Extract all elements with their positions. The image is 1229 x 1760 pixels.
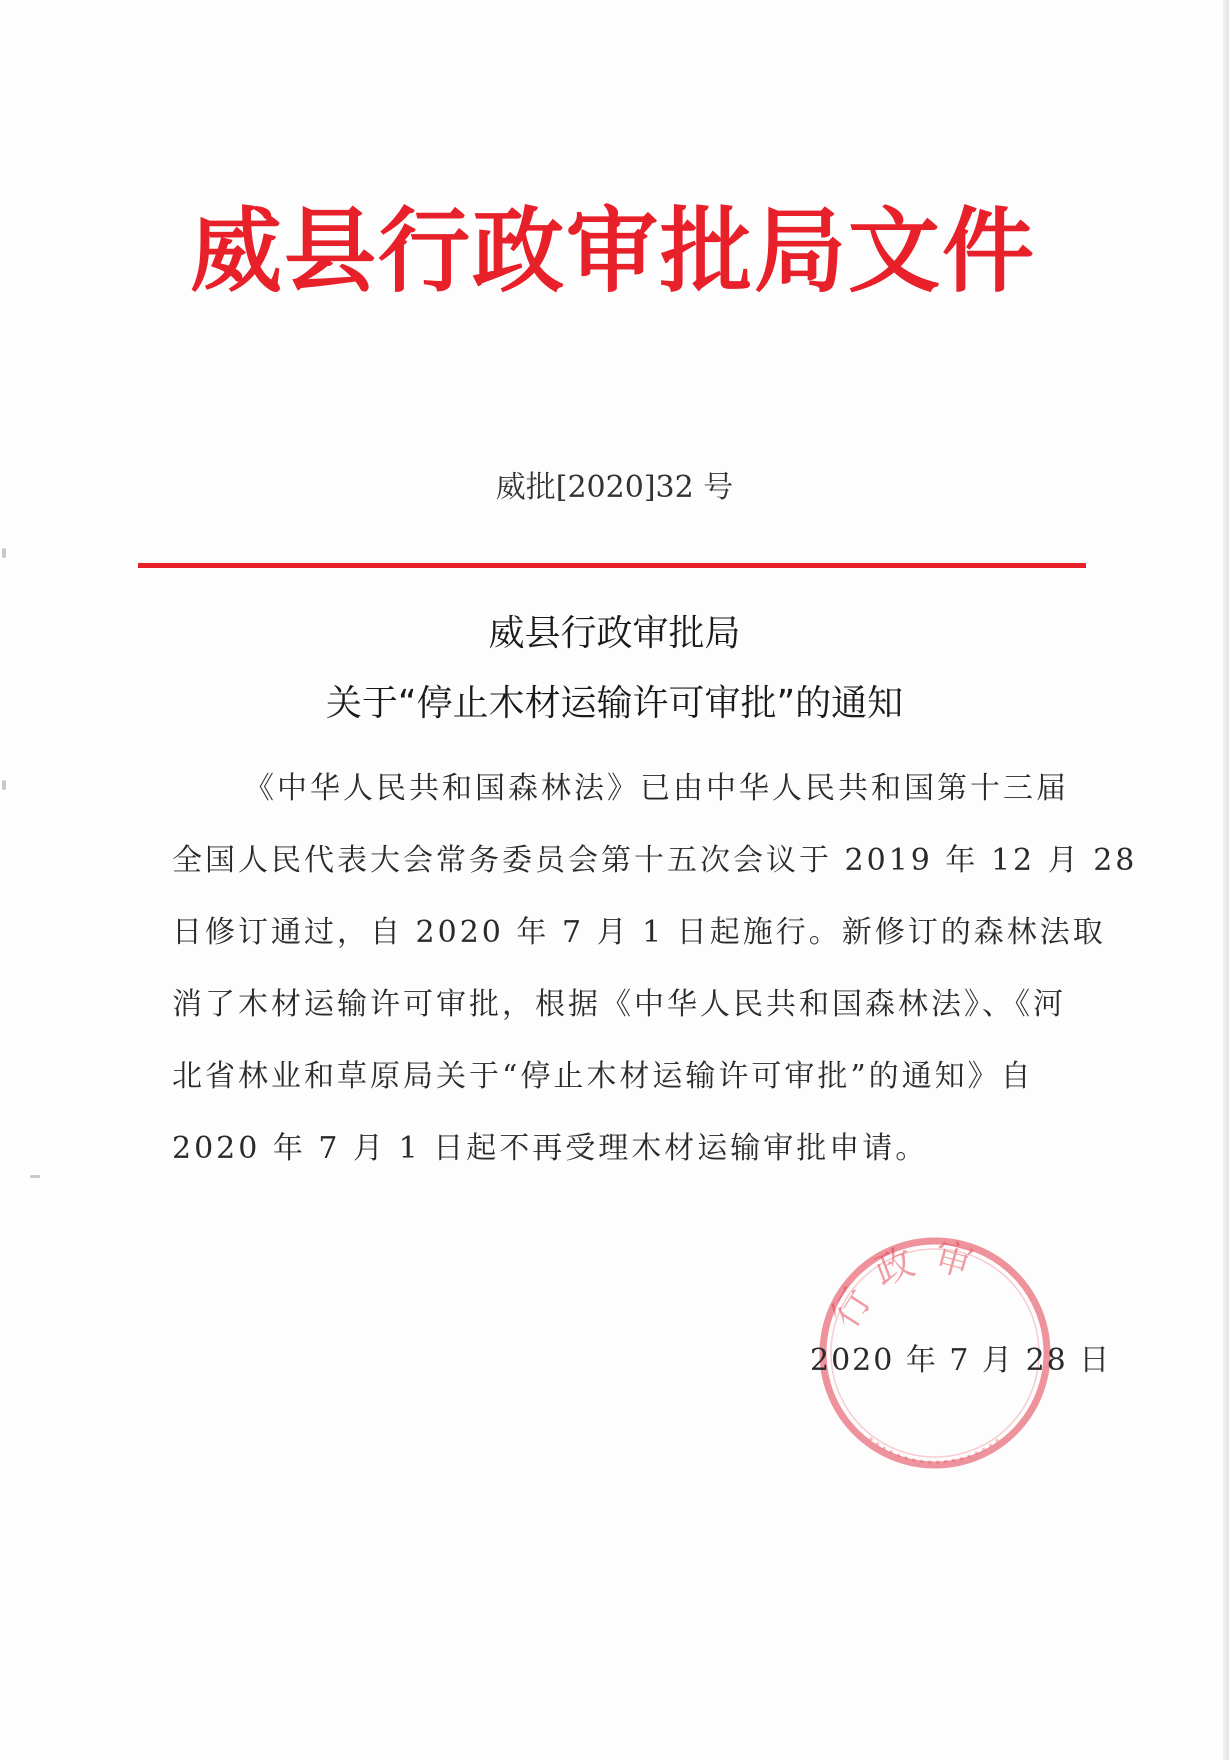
body-line: 全国人民代表大会常务委员会第十五次会议于 2019 年 12 月 28 (172, 843, 1138, 878)
scan-mark (2, 780, 6, 790)
document-header-title: 威县行政审批局文件 (190, 197, 1037, 305)
notice-subject: 关于“停止木材运输许可审批”的通知 (325, 683, 904, 724)
body-line: 日修订通过，自 2020 年 7 月 1 日起施行。新修订的森林法取 (172, 915, 1106, 950)
body-line: 北省林业和草原局关于“停止木材运输许可审批”的通知》自 (172, 1059, 1034, 1094)
scan-mark (2, 548, 6, 558)
body-line: 消了木材运输许可审批，根据《中华人民共和国森林法》、《河 (172, 987, 1066, 1022)
signature-date: 2020 年 7 月 28 日 (810, 1343, 1112, 1378)
body-line: 《中华人民共和国森林法》已由中华人民共和国第十三届 (244, 771, 1069, 806)
notice-issuer: 威县行政审批局 (488, 613, 741, 654)
svg-text:行政审 (822, 1233, 991, 1335)
body-line: 2020 年 7 月 1 日起不再受理木材运输审批申请。 (172, 1131, 929, 1166)
scan-mark (30, 1175, 40, 1178)
page-edge-shadow (1223, 0, 1229, 1760)
document-number: 威批[2020]32 号 (495, 470, 734, 505)
header-divider-rule (138, 563, 1086, 568)
notice-body (172, 764, 1138, 1196)
seal-arc-text: 行政审 (822, 1233, 992, 1336)
